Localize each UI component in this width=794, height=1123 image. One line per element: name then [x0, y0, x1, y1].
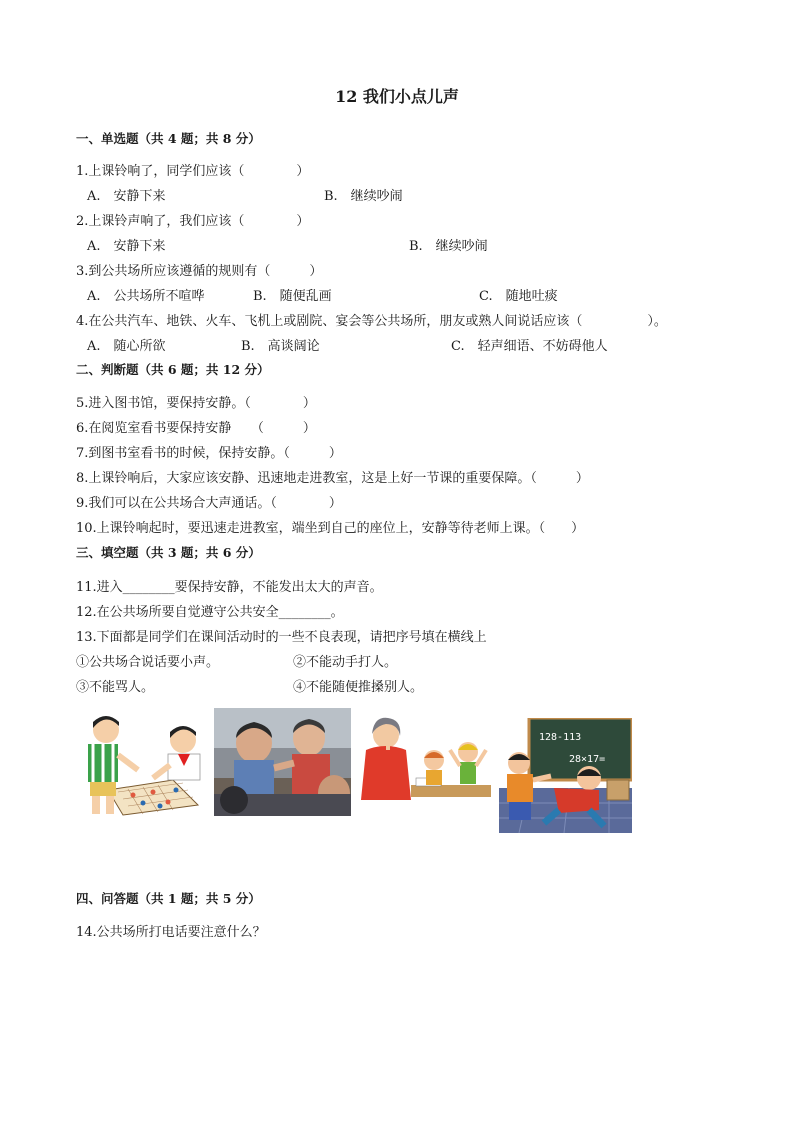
question-6: 6.在阅览室看书要保持安静 （ ） [76, 421, 316, 436]
question-3-option-b[interactable]: B. 随便乱画 [253, 289, 332, 304]
question-11: 11.进入________要保持安静，不能发出太大的声音。 [76, 580, 383, 595]
question-14: 14.公共场所打电话要注意什么？ [76, 925, 266, 940]
question-3-option-a[interactable]: A. 公共场所不喧哗 [87, 289, 205, 304]
question-13-item-1: ①公共场合说话要小声。 [76, 655, 220, 670]
question-2-option-a[interactable]: A. 安静下来 [87, 239, 166, 254]
question-4-option-c[interactable]: C. 轻声细语、不妨碍他人 [451, 339, 608, 354]
question-7: 7.到图书室看书的时候，保持安静。（ ） [76, 446, 342, 461]
question-12: 12.在公共场所要自觉遵守公共安全________。 [76, 605, 344, 620]
question-1-option-a[interactable]: A. 安静下来 [87, 189, 166, 204]
boy-pushing-image [499, 718, 632, 833]
question-2-stem: 2.上课铃声响了，我们应该（ ） [76, 214, 310, 229]
question-13-item-4: ④不能随便推搡别人。 [293, 680, 424, 695]
page-title: 12 我们小点儿声 [335, 87, 459, 106]
question-3-option-c[interactable]: C. 随地吐痰 [479, 289, 558, 304]
question-4-stem: 4.在公共汽车、地铁、火车、飞机上或剧院、宴会等公共场所，朋友或熟人间说话应该（ ）。 [76, 314, 667, 329]
question-2-option-b[interactable]: B. 继续吵闹 [409, 239, 488, 254]
question-1-option-b[interactable]: B. 继续吵闹 [324, 189, 403, 204]
section-heading-true-false: 二、判断题（共 6 题；共 12 分） [76, 362, 270, 377]
blackboard-line-1: 128-113 [539, 732, 582, 743]
section-heading-fill-blank: 三、填空题（共 3 题；共 6 分） [76, 545, 261, 560]
section-heading-single-choice: 一、单选题（共 4 题；共 8 分） [76, 131, 261, 146]
blackboard-line-2: 28×17= [569, 754, 606, 765]
question-4-option-a[interactable]: A. 随心所欲 [87, 339, 166, 354]
question-1-stem: 1.上课铃响了，同学们应该（ ） [76, 164, 310, 179]
question-13-item-2: ②不能动手打人。 [293, 655, 398, 670]
question-13: 13.下面都是同学们在课间活动时的一些不良表现，请把序号填在横线上 [76, 630, 487, 645]
teacher-shushing-image [356, 710, 492, 810]
question-10: 10.上课铃响起时，要迅速走进教室，端坐到自己的座位上，安静等待老师上课。（ ） [76, 521, 585, 536]
question-9: 9.我们可以在公共场合大声通话。（ ） [76, 496, 342, 511]
section-heading-short-answer: 四、问答题（共 1 题；共 5 分） [76, 891, 261, 906]
question-3-stem: 3.到公共场所应该遵循的规则有（ ） [76, 264, 323, 279]
question-4-option-b[interactable]: B. 高谈阔论 [241, 339, 320, 354]
question-8: 8.上课铃响后，大家应该安静、迅速地走进教室，这是上好一节课的重要保障。（ ） [76, 471, 589, 486]
children-fighting-photo [214, 708, 351, 816]
chess-children-image [78, 710, 211, 820]
question-13-item-3: ③不能骂人。 [76, 680, 155, 695]
question-5: 5.进入图书馆，要保持安静。（ ） [76, 396, 316, 411]
